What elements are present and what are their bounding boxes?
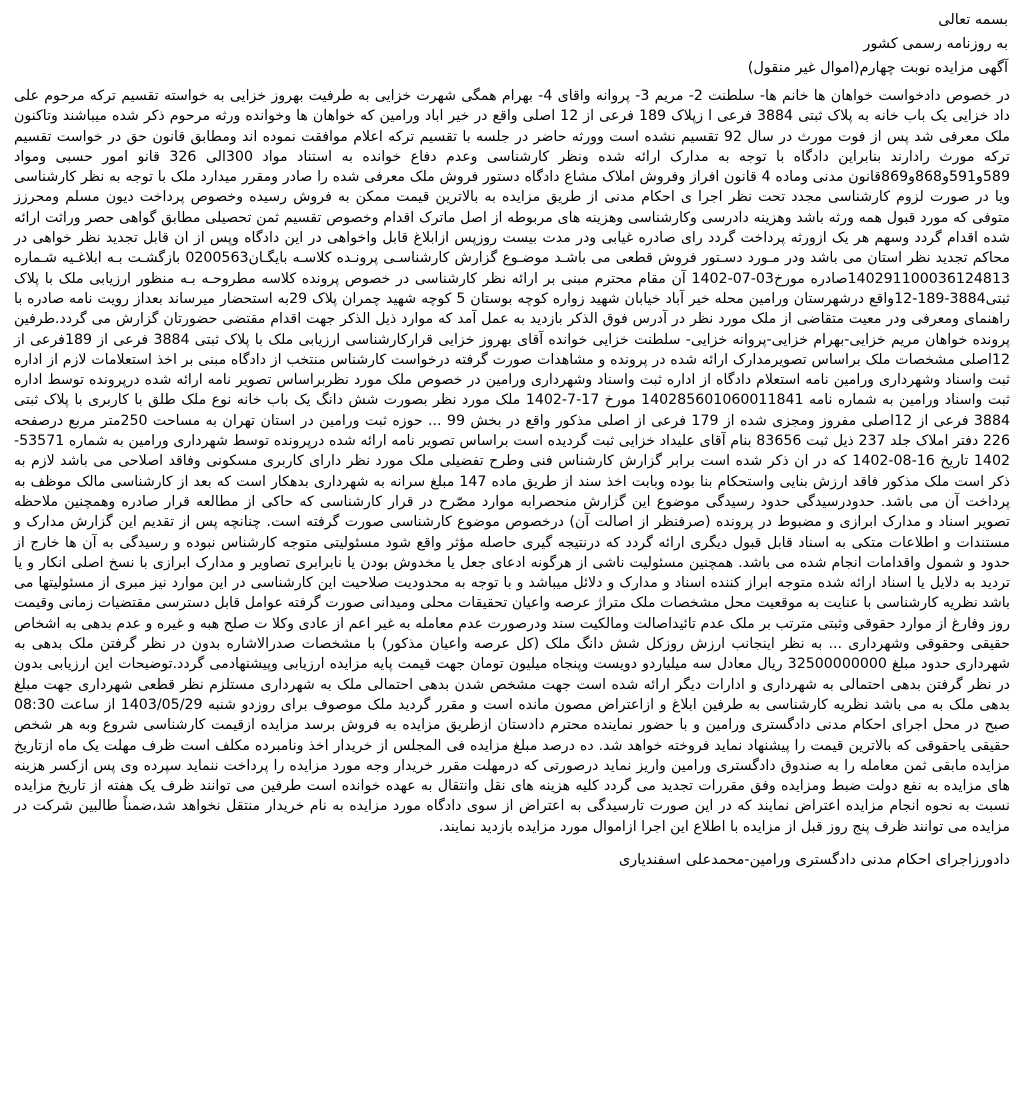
basmala-heading: بسمه تعالی (938, 12, 1008, 28)
signature-line: دادورزاجرای احکام مدنی دادگستری ورامین-محمدعلی اسفندیاری (618, 851, 1010, 868)
newspaper-recipient: به روزنامه رسمی کشور (863, 36, 1008, 52)
notice-body: در خصوص دادخواست خواهان ها خانم ها- سلطنت 2- مریم 3- پروانه واقای 4- بهرام همگی شهرت خزایی به طرفیت بهروز خزایی به خواسته تقسیم ترکه مرحوم علی داد خزایی یک باب خانه به پلاک ثبتی 3884 فرعی ا زپلاک 189 فرعی از 12 اصلی واقع در خیر اباد ورامین که خواهان ها وخوانده ورثه مرحوم ذکر شده میباشند وتاکنون ملک معرفی شد پس از فوت مورث در سال 92 تقسیم نشده است وورثه حاضر در جلسه با تقسیم ترکه اعلام موافقت نموده اند ومطابق قانون حق در خواست تقسیم ترکه مورث رادارند بنابراین دادگاه با توجه به مدارک ارائه شده ونظر کارشناسی وعدم دفاع خوانده به استناد مواد 300الی 326 قانو امور حسبی ومواد 589و591و868و869قانون مدنی وماده 4 قانون افراز وفروش املاک مشاع دادگاه دستور فروش ملک معرفی شده را صادر ومقرر میدارد ملک با توجه به نظر کارشناسی ویا در صورت لزوم کارشناسی مجدد تحت نظر اجرا ی احکام مدنی از طریق مزایده به بالاترین قیمت ممکن به فروش رسیده وخصوص پرداخت دیون مسلم ومحرزز متوفی که مورد قبول همه ورثه باشد وهزینه دادرسی وکارشناسی وهزینه های مربوطه از اصل ماترک اقدام وخصوص تقسیم ثمن تحصیلی مطابق گواهی حصر وراثت ارائه شده اقدام گردد وسهم هر یک ازورثه پرداخت گردد رای صادره غیابی ودر مدت بیست روزپس ازابلاغ قابل واخواهی در این دادگاه وپس از ان قابل تجدید نظر خواهی در محاکم تجدید نظر استان می باشد ودر مـورد دسـتور فروش قطعی می باشـد موضـوع گزارش کارشناسـی پرونـده کلاسـه بایگـان0200563 بازگشـت بـه ابلاغـیه شـماره 140291100036124813صادره مورخ03-07-1402 آن مقام محترم مبنی بر ارائه نظر کارشناسی در خصوص پرونده کلاسه مطروحـه بـه منظور ارزیابی ملک با پلاک ثبتی3884-189-12واقع درشهرستان ورامین محله خیر آباد خیابان شهید زواره کوچه بوستان 5 کوچه شهید چمران پلاک 29به استحضار میرساند بعداز رویت نامه صادره با راهنمای ومعرفی ودر معیت متقاضی از ملک مورد نظر در آدرس فوق الذکر بازدید به عمل آمد که موارد ذیل الذکر جهت اقدام مقتضی حضورتان گزارش می گردد.طرفین پرونده خواهان مریم خزایی-بهرام خزایی-پروانه خزایی- سلطنت خزایی خوانده آقای بهروز خزایی قرارکارشناسی ارزیابی ملک با پلاک ثبتی 3884 فرعی از 189فرعی از 12اصلی مشخصات ملک براساس تصویرمدارک ارائه شده در پرونده و مشاهدات صورت گرفته درخواست کارشناس منتخب از دادگاه مبنی بر اخذ استعلامات لازم از اداره ثبت واسناد وشهرداری ورامین نامه استعلام دادگاه از اداره ثبت واسناد وشهرداری ورامین در خصوص ملک مورد نظربراساس تصویر نامه ارائه شده درپرونده توسط اداره ثبت واسناد ورامین به شماره نامه 140285601060011841 مورخ 17-7-1402 ملک مورد نظر بصورت شش دانگ یک باب خانه نوع ملک طلق با کاربری با پلاک ثبتی 3884 فرعی از 12اصلی مفروز ومجزی شده از 179 فرعی از اصلی مذکور واقع در بخش 99 ... حوزه ثبت ورامین در استان تهران به مساحت 250متر مربع درصفحه 226 دفتر املاک جلد 237 ذیل ثبت 83656 بنام آقای علیداد خزایی ثبت گردیده است براساس تصویر نامه ارائه شده درپرونده توسط شهرداری ورامین به شماره 53571-1402 تاریخ 16-08-1402 که در ان ذکر شده است برابر گزارش کارشناس فنی وطرح تفضیلی ملک مورد نظر دارای کاربری مسکونی وفاقد اصلاحی می باشد لازم به ذکر است ملک مذکور فاقد ارزش بنایی واستحکام بنا بوده وبابت اخذ سند از طریق ماده 147 مبلغ سرانه به شهرداری بدهکار است که بعد از کارشناسی مالک موظف به پرداخت آن می باشد. حدودرسیدگی حدود رسیدگی موضوع این گزارش منحصرابه موارد مصّرح در قرار کارشناسی که حاکی از مطالعه قرار صادره وهمچنین ملاحظه تصویر اسناد و مدارک ابرازی و مضبوط در پرونده (صرفنظر از اصالت آن) درخصوص موضوع کارشناسی صورت گرفته است. چنانچه پس از تقدیم این گزارش مدارک و مستندات و اطلاعات متکی به اسناد قابل قبول دیگری ارائه گردد که درنتیجه گیری حاصله مؤثر واقع شود مسئولیتی متوجه کارشناس نبوده و رسیدگی به آن ها خارج از حدود و شمول واقدامات انجام شده می باشد. همچنین مسئولیت ناشی از هرگونه ادعای جعل یا مخدوش بودن یا نابرابری تصاویر و مدارک ابرازی با نسخ اصلی انکار و یا تردید به دلایل یا اسناد ارائه شده متوجه ابراز کننده اسناد و مدارک و دلائل میباشد و با توجه به محدودیت صلاحیت این کارشناسی در این موارد نیز مبری از مسئولیتها می باشد نظریه کارشناسی با عنایت به موقعیت محل مشخصات ملک متراژ عرصه واعیان تحقیقات محلی ومیدانی صورت گرفته عوامل قابل دسترسی مقتضیات زمانی وقیمت روز وفارغ از موارد حقوقی وثبتی مترتب بر ملک عدم تائیداصالت ومالکیت سند ودرصورت عدم معامله به غیر اعم از عادی وکلا ت صلح هبه و غیره و عدم بدهی به اشخاص حقیقی وحقوقی وشهرداری ... به نظر اینجانب ارزش روزکل شش دانگ ملک (کل عرصه واعیان مذکور) با مشخصات صدرالاشاره بدون در نظر گرفتن ملک بدهی به شهرداری حدود مبلغ 32500000000 ریال معادل سه میلیاردو دویست وپنجاه میلیون تومان جهت قیمت پایه مزایده ارزیابی وپیشنهادمی گردد.توضیحات این ارزیابی بدون در نظر گرفتن بدهی احتمالی به شهرداری و ادارات دیگر ارائه شده است جهت مشخص شدن بدهی احتمالی ملک به شهرداری مستلزم نظر قطعی شهرداری جهت مبلغ بدهی ملک به می باشد نظریه کارشناسی به طرفین ابلاغ و ازاعتراض مصون مانده است و مقرر گردید ملک موصوف برای روزدو شنبه 1403/05/29 از ساعت 08:30 صبح در محل اجرای احکام مدنی دادگستری ورامین و با حضور نماینده محترم دادستان ازطریق مزایده به فروش برسد مزایده ازقیمت کارشناسی شروع وبه هر شخص حقیقی یاحقوقی که بالاترین قیمت را پیشنهاد نماید فروخته خواهد شد. ده درصد مبلغ مزایده فی المجلس از خریدار اخذ ونامبرده مکلف است ظرف مهلت یک ماه ازتاریخ مزایده مابقی ثمن معامله را به صندوق دادگستری ورامین واریز نماید درصورتی که درمهلت مقرر خریدار وجه مورد مزایده را پرداخت ننماید سپرده وی پس ازکسر هزینه های مزایده به نفع دولت ضبط ومزایده وفق مقررات تجدید می گردد کلیه هزینه های نقل وانتقال به عهده خوانده است طرفین می توانند ظرف یک هفته از تاریخ مزایده نسبت به نحوه انجام مزایده اعتراض نمایند که در این صورت تارسیدگی به اعتراض از سوی دادگاه مورد مزایده به نام خریدار منتقل نخواهد شد،ضمناً طالبین شرکت در مزایده می توانند ظرف پنج روز قبل از مزایده با اطلاع این اجرا ازاموال مورد مزایده بازدید نمایند. (14, 88, 1011, 835)
notice-title: آگهی مزایده نوبت چهارم(اموال غیر منقول) (747, 60, 1008, 76)
